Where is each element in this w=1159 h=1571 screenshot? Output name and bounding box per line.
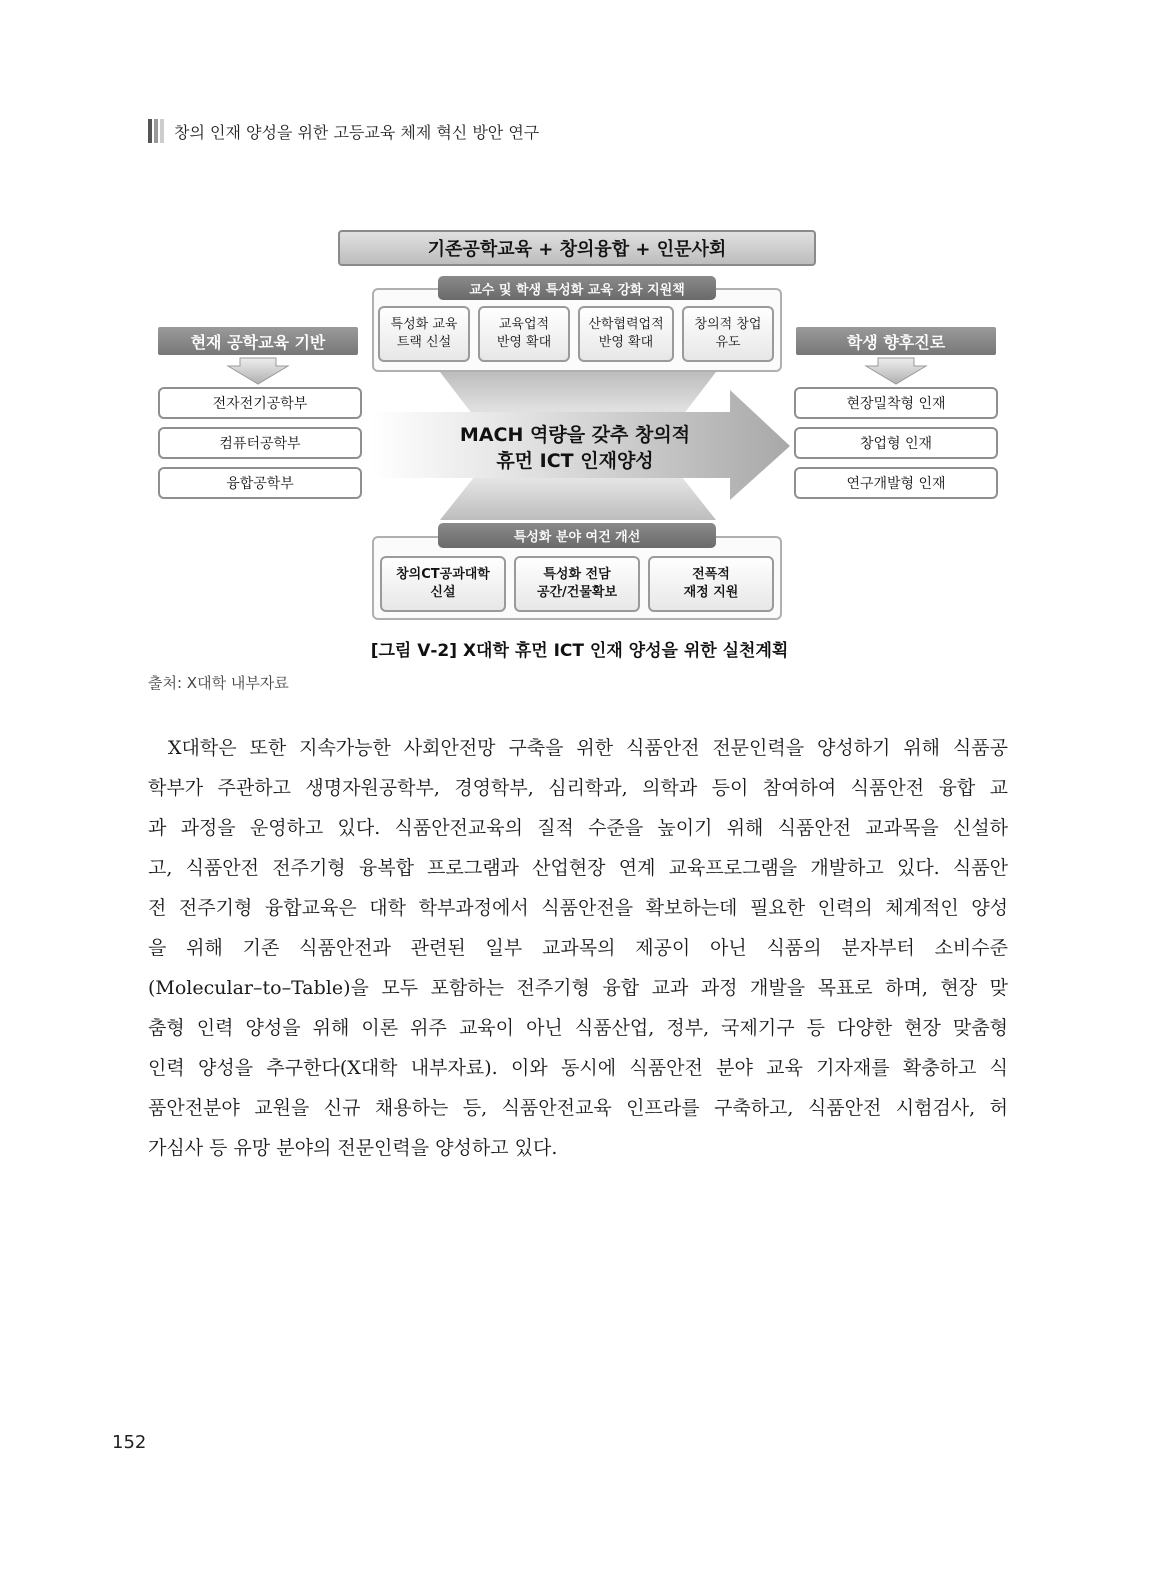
left-item: 융합공학부 bbox=[158, 467, 362, 499]
body-line: X대학은 또한 지속가능한 사회안전망 구축을 위한 식품안전 전문인력을 양성하기 위해 식품공 bbox=[168, 737, 1008, 759]
environment-item: 특성화 전담 공간/건물확보 bbox=[514, 556, 640, 612]
body-line: 을 위해 기존 식품안전과 관련된 일부 교과목의 제공이 아닌 식품의 분자부터 소비수준 bbox=[148, 937, 1008, 959]
right-item: 현장밀착형 인재 bbox=[794, 387, 998, 419]
body-line: 과 과정을 운영하고 있다. 식품안전교육의 질적 수준을 높이기 위해 식품안전 교과목을 신설하 bbox=[148, 817, 1008, 839]
figure-caption: [그림 Ⅴ-2] X대학 휴먼 ICT 인재 양성을 위한 실천계획 bbox=[370, 641, 789, 661]
right-item: 창업형 인재 bbox=[794, 427, 998, 459]
right-down-arrow-icon bbox=[866, 358, 926, 384]
top-banner: 기존공학교육 + 창의융합 + 인문사회 bbox=[338, 230, 816, 266]
left-item: 전자전기공학부 bbox=[158, 387, 362, 419]
body-line: 전 전주기형 융합교육은 대학 학부과정에서 식품안전을 확보하는데 필요한 인력의 체계적인 양성 bbox=[148, 897, 1008, 919]
body-paragraph bbox=[148, 728, 1008, 1168]
body-line: 품안전분야 교원을 신규 채용하는 등, 식품안전교육 인프라를 구축하고, 식품안전 시험검사, 허 bbox=[148, 1097, 1008, 1119]
running-title: 창의 인재 양성을 위한 고등교육 체제 혁신 방안 연구 bbox=[174, 122, 540, 142]
body-line: 가심사 등 유망 분야의 전문인력을 양성하고 있다. bbox=[148, 1137, 558, 1159]
center-arrow-label: MACH 역량을 갖추 창의적 휴먼 ICT 인재양성 bbox=[459, 424, 691, 472]
body-line: 인력 양성을 추구한다(X대학 내부자료). 이와 동시에 식품안전 분야 교육 기자재를 확충하고 식 bbox=[148, 1057, 1008, 1079]
right-item: 연구개발형 인재 bbox=[794, 467, 998, 499]
environment-group-label: 특성화 분야 여건 개선 bbox=[438, 523, 716, 548]
support-group-label: 교수 및 학생 특성화 교육 강화 지원책 bbox=[438, 276, 716, 300]
left-item: 컴퓨터공학부 bbox=[158, 427, 362, 459]
page-number: 152 bbox=[112, 1432, 147, 1453]
support-item: 산학협력업적 반영 확대 bbox=[578, 306, 674, 362]
right-heading: 학생 향후진로 bbox=[796, 327, 996, 355]
support-item: 교육업적 반영 확대 bbox=[478, 306, 570, 362]
environment-item: 창의CT공과대학 신설 bbox=[380, 556, 506, 612]
left-heading: 현재 공학교육 기반 bbox=[158, 327, 358, 355]
support-item: 특성화 교육 트랙 신설 bbox=[378, 306, 470, 362]
support-item: 창의적 창업 유도 bbox=[682, 306, 774, 362]
body-line: 학부가 주관하고 생명자원공학부, 경영학부, 심리학과, 의학과 등이 참여하여 식품안전 융합 교 bbox=[148, 777, 1008, 799]
body-line: 춤형 인력 양성을 위해 이론 위주 교육이 아닌 식품산업, 정부, 국제기구 등 다양한 현장 맞춤형 bbox=[148, 1017, 1008, 1039]
figure-source: 출처: X대학 내부자료 bbox=[148, 674, 289, 692]
body-line: (Molecular–to–Table)을 모두 포함하는 전주기형 융합 교과 과정 개발을 목표로 하며, 현장 맞 bbox=[148, 977, 1008, 999]
body-line: 고, 식품안전 전주기형 융복합 프로그램과 산업현장 연계 교육프로그램을 개발하고 있다. 식품안 bbox=[148, 857, 1008, 879]
left-down-arrow-icon bbox=[228, 358, 288, 384]
environment-item: 전폭적 재정 지원 bbox=[648, 556, 774, 612]
